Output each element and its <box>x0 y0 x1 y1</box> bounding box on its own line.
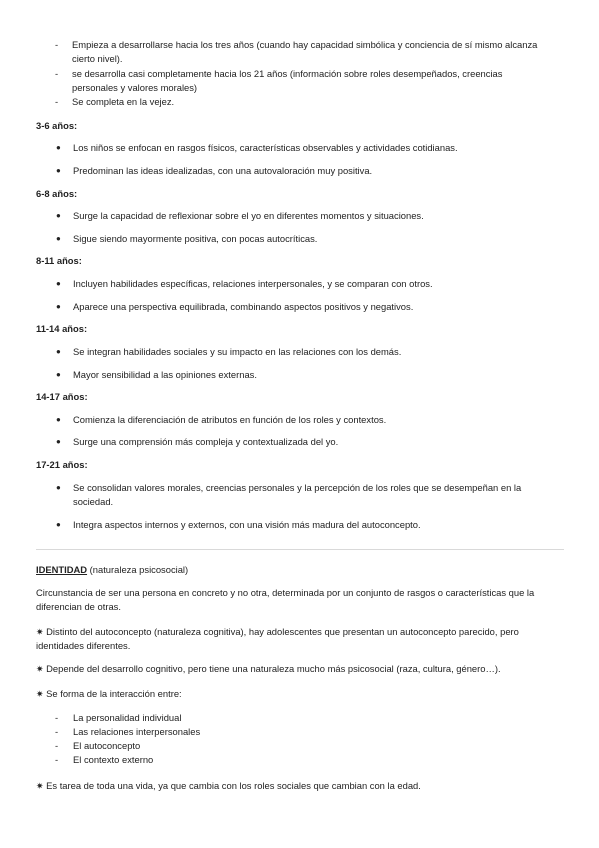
star-point <box>36 687 182 701</box>
list-item: Los niños se enfocan en rasgos físicos, características observables y actividades cotidianas. <box>73 142 458 153</box>
star-point-text: Es tarea de toda una vida, ya que cambia con los roles sociales que cambian con la edad. <box>46 780 421 791</box>
bullet-icon: ● <box>56 347 61 356</box>
list-item: Comienza la diferenciación de atributos en función de los roles y contextos. <box>73 414 387 425</box>
identity-definition: Circunstancia de ser una persona en concreto y no otra, determinada por un conjunto de rasgos o características que la diferencian de otras. <box>36 587 535 612</box>
list-item: Surge la capacidad de reflexionar sobre el yo en diferentes momentos y situaciones. <box>73 210 424 221</box>
list-item: Predominan las ideas idealizadas, con una autovaloración muy positiva. <box>73 165 373 176</box>
list-item: Sigue siendo mayormente positiva, con pocas autocríticas. <box>73 233 318 244</box>
star-icon: ✷ <box>36 664 44 674</box>
star-point <box>36 662 566 676</box>
dash-marker: - <box>55 740 59 751</box>
bullet-icon: ● <box>56 211 61 220</box>
star-point-text: Distinto del autoconcepto (naturaleza cognitiva), hay adolescentes que presentan un autoconcepto parecido, pero identidades diferentes. <box>36 626 519 651</box>
star-point <box>36 779 566 793</box>
star-icon: ✷ <box>36 781 44 791</box>
star-point-text: Depende del desarrollo cognitivo, pero tiene una naturaleza mucho más psicosocial (raza, cultura, género…). <box>46 663 501 674</box>
bullet-icon: ● <box>56 166 61 175</box>
list-item: El contexto externo <box>73 754 154 765</box>
identity-heading <box>36 563 188 577</box>
dash-marker: - <box>55 96 59 107</box>
list-item: El autoconcepto <box>73 740 141 751</box>
list-item: Mayor sensibilidad a las opiniones externas. <box>73 369 257 380</box>
dash-marker: - <box>55 39 59 50</box>
dash-marker: - <box>55 68 59 79</box>
list-item: Aparece una perspectiva equilibrada, combinando aspectos positivos y negativos. <box>73 301 414 312</box>
dash-marker: - <box>55 712 59 723</box>
list-item: Empieza a desarrollarse hacia los tres años (cuando hay capacidad simbólica y conciencia de sí mismo alcanza cierto nivel). <box>72 39 538 64</box>
dash-marker: - <box>55 754 59 765</box>
list-item: Se integran habilidades sociales y su impacto en las relaciones con los demás. <box>73 346 402 357</box>
section-heading: 8-11 años: <box>36 255 82 266</box>
bullet-icon: ● <box>56 415 61 424</box>
list-item: La personalidad individual <box>73 712 182 723</box>
star-point-text: Se forma de la interacción entre: <box>46 688 182 699</box>
list-item: se desarrolla casi completamente hacia los 21 años (información sobre roles desempeñados, creencias personales y valores morales) <box>72 68 503 93</box>
star-icon: ✷ <box>36 627 44 637</box>
section-heading: 6-8 años: <box>36 188 78 199</box>
section-heading: 3-6 años: <box>36 120 78 131</box>
list-item: Se completa en la vejez. <box>72 96 175 107</box>
section-divider <box>36 549 564 550</box>
bullet-icon: ● <box>56 437 61 446</box>
list-item: Surge una comprensión más compleja y contextualizada del yo. <box>73 436 339 447</box>
bullet-icon: ● <box>56 370 61 379</box>
bullet-icon: ● <box>56 483 61 492</box>
identity-subtitle: (naturaleza psicosocial) <box>89 564 189 575</box>
bullet-icon: ● <box>56 143 61 152</box>
section-heading: 14-17 años: <box>36 391 88 402</box>
bullet-icon: ● <box>56 234 61 243</box>
bullet-icon: ● <box>56 302 61 311</box>
bullet-icon: ● <box>56 279 61 288</box>
list-item: Las relaciones interpersonales <box>73 726 201 737</box>
dash-marker: - <box>55 726 59 737</box>
section-heading: 11-14 años: <box>36 323 88 334</box>
list-item: Integra aspectos internos y externos, con una visión más madura del autoconcepto. <box>73 519 421 530</box>
section-heading: 17-21 años: <box>36 459 88 470</box>
identity-title: IDENTIDAD <box>36 564 88 575</box>
list-item: Incluyen habilidades específicas, relaciones interpersonales, y se comparan con otros. <box>73 278 433 289</box>
bullet-icon: ● <box>56 520 61 529</box>
star-icon: ✷ <box>36 689 44 699</box>
list-item: Se consolidan valores morales, creencias personales y la percepción de los roles que se desempeñan en la sociedad. <box>73 482 522 507</box>
star-point <box>36 625 556 653</box>
